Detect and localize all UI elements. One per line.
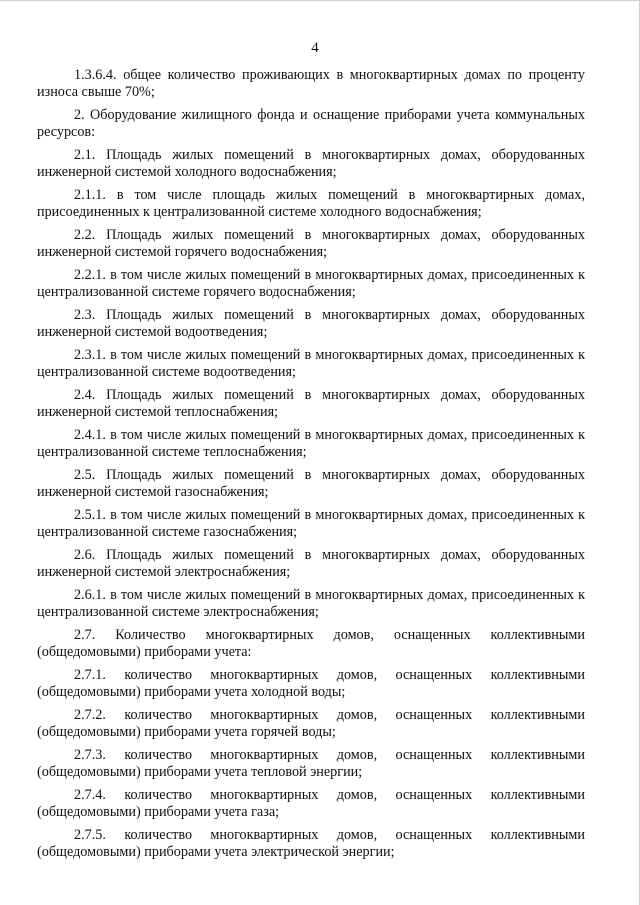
paragraph-2-7-5: 2.7.5. количество многоквартирных домов, оснащенных коллективными (общедомовыми) приборами учета электрической энергии;	[37, 827, 585, 860]
paragraph-2-1-1: 2.1.1. в том числе площадь жилых помещений в многоквартирных домах, присоединенных к централизованной системе холодного водоснабжения;	[37, 187, 585, 220]
paragraph-2-7-1: 2.7.1. количество многоквартирных домов, оснащенных коллективными (общедомовыми) приборами учета холодной воды;	[37, 667, 585, 700]
paragraph-2-2-1: 2.2.1. в том числе жилых помещений в многоквартирных домах, присоединенных к централизованной системе горячего водоснабжения;	[37, 267, 585, 300]
page-number: 4	[311, 40, 319, 56]
document-body	[37, 67, 585, 867]
paragraph-2-7-2: 2.7.2. количество многоквартирных домов, оснащенных коллективными (общедомовыми) приборами учета горячей воды;	[37, 707, 585, 740]
paragraph-2-2: 2.2. Площадь жилых помещений в многоквартирных домах, оборудованных инженерной системой горячего водоснабжения;	[37, 227, 585, 260]
paragraph-2-7-3: 2.7.3. количество многоквартирных домов, оснащенных коллективными (общедомовыми) приборами учета тепловой энергии;	[37, 747, 585, 780]
paragraph-1-3-6-4: 1.3.6.4. общее количество проживающих в многоквартирных домах по проценту износа свыше 70%;	[37, 67, 585, 100]
paragraph-2-3: 2.3. Площадь жилых помещений в многоквартирных домах, оборудованных инженерной системой водоотведения;	[37, 307, 585, 340]
paragraph-2-6: 2.6. Площадь жилых помещений в многоквартирных домах, оборудованных инженерной системой электроснабжения;	[37, 547, 585, 580]
paragraph-2-6-1: 2.6.1. в том числе жилых помещений в многоквартирных домах, присоединенных к централизованной системе электроснабжения;	[37, 587, 585, 620]
paragraph-2-1: 2.1. Площадь жилых помещений в многоквартирных домах, оборудованных инженерной системой холодного водоснабжения;	[37, 147, 585, 180]
paragraph-2-4: 2.4. Площадь жилых помещений в многоквартирных домах, оборудованных инженерной системой теплоснабжения;	[37, 387, 585, 420]
paragraph-2-5: 2.5. Площадь жилых помещений в многоквартирных домах, оборудованных инженерной системой газоснабжения;	[37, 467, 585, 500]
paragraph-2-7-4: 2.7.4. количество многоквартирных домов, оснащенных коллективными (общедомовыми) приборами учета газа;	[37, 787, 585, 820]
paragraph-2-5-1: 2.5.1. в том числе жилых помещений в многоквартирных домах, присоединенных к централизованной системе газоснабжения;	[37, 507, 585, 540]
paragraph-2-7: 2.7. Количество многоквартирных домов, оснащенных коллективными (общедомовыми) приборами учета:	[37, 627, 585, 660]
paragraph-2: 2. Оборудование жилищного фонда и оснащение приборами учета коммунальных ресурсов:	[37, 107, 585, 140]
paragraph-2-4-1: 2.4.1. в том числе жилых помещений в многоквартирных домах, присоединенных к централизованной системе теплоснабжения;	[37, 427, 585, 460]
paragraph-2-3-1: 2.3.1. в том числе жилых помещений в многоквартирных домах, присоединенных к централизованной системе водоотведения;	[37, 347, 585, 380]
